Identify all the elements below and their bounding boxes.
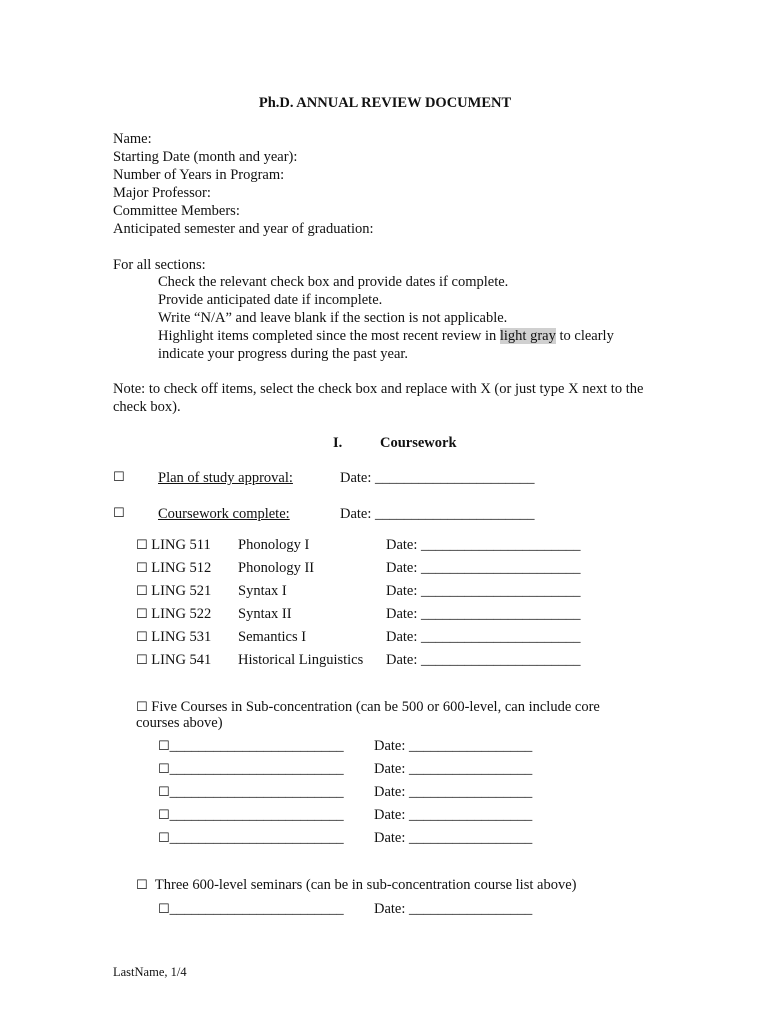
course-row-ling-521 (136, 582, 211, 601)
course-row-ling-541 (136, 651, 211, 670)
field-major-professor: Major Professor: (113, 185, 211, 201)
course-name: Syntax II (238, 606, 292, 622)
subconcentration-line-2: courses above) (136, 715, 223, 731)
course-code: LING 541 (151, 652, 212, 668)
course-code: LING 511 (151, 537, 211, 553)
checkbox[interactable]: ☐ (136, 584, 148, 599)
checkbox[interactable]: ☐ (158, 739, 170, 754)
date-blank[interactable]: ______________________ (421, 606, 581, 622)
course-code: LING 531 (151, 629, 212, 645)
checkbox-coursework-complete[interactable]: ☐ (113, 506, 125, 521)
field-name: Name: (113, 131, 152, 147)
seminar-date[interactable] (374, 900, 532, 918)
date-blank[interactable]: _________________ (409, 901, 533, 917)
field-committee-members: Committee Members: (113, 203, 240, 219)
date-label: Date: (374, 784, 406, 800)
course-row-ling-531 (136, 628, 211, 647)
date-label: Date: (374, 738, 406, 754)
checkbox[interactable]: ☐ (158, 831, 170, 846)
date-blank[interactable]: _________________ (409, 761, 533, 777)
subconcentration-entry[interactable] (158, 783, 344, 802)
course-date[interactable] (386, 582, 581, 600)
instruction-line-5: indicate your progress during the past year. (158, 346, 409, 362)
course-row-ling-522 (136, 605, 211, 624)
course-name: Phonology I (238, 537, 310, 553)
document-title: Ph.D. ANNUAL REVIEW DOCUMENT (258, 95, 512, 111)
date-blank[interactable]: _________________ (409, 738, 533, 754)
subconcentration-date[interactable] (374, 737, 532, 755)
date-label: Date: (386, 652, 418, 668)
checkbox[interactable]: ☐ (158, 808, 170, 823)
subconcentration-date[interactable] (374, 783, 532, 801)
section-number: I. (333, 435, 343, 451)
section-title: Coursework (380, 435, 457, 451)
date-label: Date: (340, 506, 372, 522)
course-code: LING 521 (151, 583, 212, 599)
instruction-line-1: Check the relevant check box and provide dates if complete. (158, 274, 509, 290)
date-label: Date: (374, 761, 406, 777)
course-date[interactable] (386, 559, 581, 577)
instruction-line-3: Write “N/A” and leave blank if the section is not applicable. (158, 310, 508, 326)
course-name: Phonology II (238, 560, 315, 576)
checkbox[interactable]: ☐ (136, 653, 148, 668)
date-label: Date: (374, 901, 406, 917)
coursework-complete-label: Coursework complete: (158, 506, 290, 522)
seminars-text: Three 600-level seminars (can be in sub-concentration course list above) (154, 877, 577, 893)
date-blank[interactable]: ______________________ (421, 583, 581, 599)
instruction-line-2: Provide anticipated date if incomplete. (158, 292, 383, 308)
subconcentration-entry[interactable] (158, 737, 344, 756)
subconcentration-date[interactable] (374, 806, 532, 824)
checkbox[interactable]: ☐ (136, 630, 148, 645)
date-label: Date: (374, 807, 406, 823)
instruction-line-4-post: to clearly (555, 328, 614, 344)
subconcentration-entry[interactable] (158, 829, 344, 848)
date-blank[interactable]: ______________________ (421, 537, 581, 553)
checkbox[interactable]: ☐ (136, 561, 148, 576)
page-footer: LastName, 1/4 (113, 965, 187, 979)
seminars-line (136, 876, 576, 895)
date-blank[interactable]: ______________________ (421, 652, 581, 668)
date-blank[interactable]: ______________________ (421, 629, 581, 645)
course-name-blank[interactable]: ________________________ (169, 807, 344, 823)
course-name-blank[interactable]: ________________________ (169, 901, 344, 917)
subconcentration-date[interactable] (374, 829, 532, 847)
course-date[interactable] (386, 605, 581, 623)
instruction-line-4 (158, 327, 614, 345)
light-gray-highlight: light gray (499, 328, 556, 344)
subconcentration-text: Five Courses in Sub-concentration (can be 500 or 600-level, can include core (151, 699, 600, 715)
date-label: Date: (374, 830, 406, 846)
checkbox[interactable]: ☐ (158, 762, 170, 777)
date-label: Date: (386, 629, 418, 645)
date-label: Date: (386, 606, 418, 622)
course-name-blank[interactable]: ________________________ (169, 784, 344, 800)
course-name-blank[interactable]: ________________________ (169, 830, 344, 846)
date-blank[interactable]: _________________ (409, 830, 533, 846)
course-date[interactable] (386, 628, 581, 646)
date-blank[interactable]: _________________ (409, 807, 533, 823)
date-label: Date: (386, 560, 418, 576)
checkbox-subconcentration[interactable]: ☐ (136, 700, 148, 715)
date-blank[interactable]: ______________________ (375, 470, 535, 486)
subconcentration-entry[interactable] (158, 806, 344, 825)
seminar-entry[interactable] (158, 900, 344, 919)
date-blank[interactable]: ______________________ (375, 506, 535, 522)
field-starting-date: Starting Date (month and year): (113, 149, 298, 165)
date-blank[interactable]: _________________ (409, 784, 533, 800)
checkbox[interactable]: ☐ (158, 902, 170, 917)
date-label: Date: (386, 537, 418, 553)
subconcentration-date[interactable] (374, 760, 532, 778)
course-name: Historical Linguistics (238, 652, 364, 668)
date-label: Date: (386, 583, 418, 599)
course-name: Semantics I (238, 629, 307, 645)
date-blank[interactable]: ______________________ (421, 560, 581, 576)
plan-of-study-label: Plan of study approval: (158, 470, 293, 486)
course-row-ling-512 (136, 559, 211, 578)
course-name: Syntax I (238, 583, 287, 599)
checkbox[interactable]: ☐ (136, 607, 148, 622)
field-years-in-program: Number of Years in Program: (113, 167, 285, 183)
course-row-ling-511 (136, 536, 211, 555)
subconcentration-entry[interactable] (158, 760, 344, 779)
checkbox[interactable]: ☐ (136, 538, 148, 553)
instruction-line-4-pre: Highlight items completed since the most recent review in (158, 328, 500, 344)
course-code: LING 512 (151, 560, 212, 576)
note-paragraph: Note: to check off items, select the check box and replace with X (or just type X next to the check box). (113, 381, 644, 415)
coursework-complete-date[interactable] (340, 505, 535, 523)
checkbox[interactable]: ☐ (158, 785, 170, 800)
field-anticipated-graduation: Anticipated semester and year of graduation: (113, 221, 374, 237)
checkbox-plan-of-study[interactable]: ☐ (113, 470, 125, 485)
course-date[interactable] (386, 651, 581, 669)
plan-of-study-date[interactable] (340, 469, 535, 487)
instructions-heading: For all sections: (113, 257, 206, 273)
course-name-blank[interactable]: ________________________ (169, 738, 344, 754)
course-name-blank[interactable]: ________________________ (169, 761, 344, 777)
course-code: LING 522 (151, 606, 212, 622)
date-label: Date: (340, 470, 372, 486)
course-date[interactable] (386, 536, 581, 554)
checkbox-seminars[interactable]: ☐ (136, 878, 148, 893)
